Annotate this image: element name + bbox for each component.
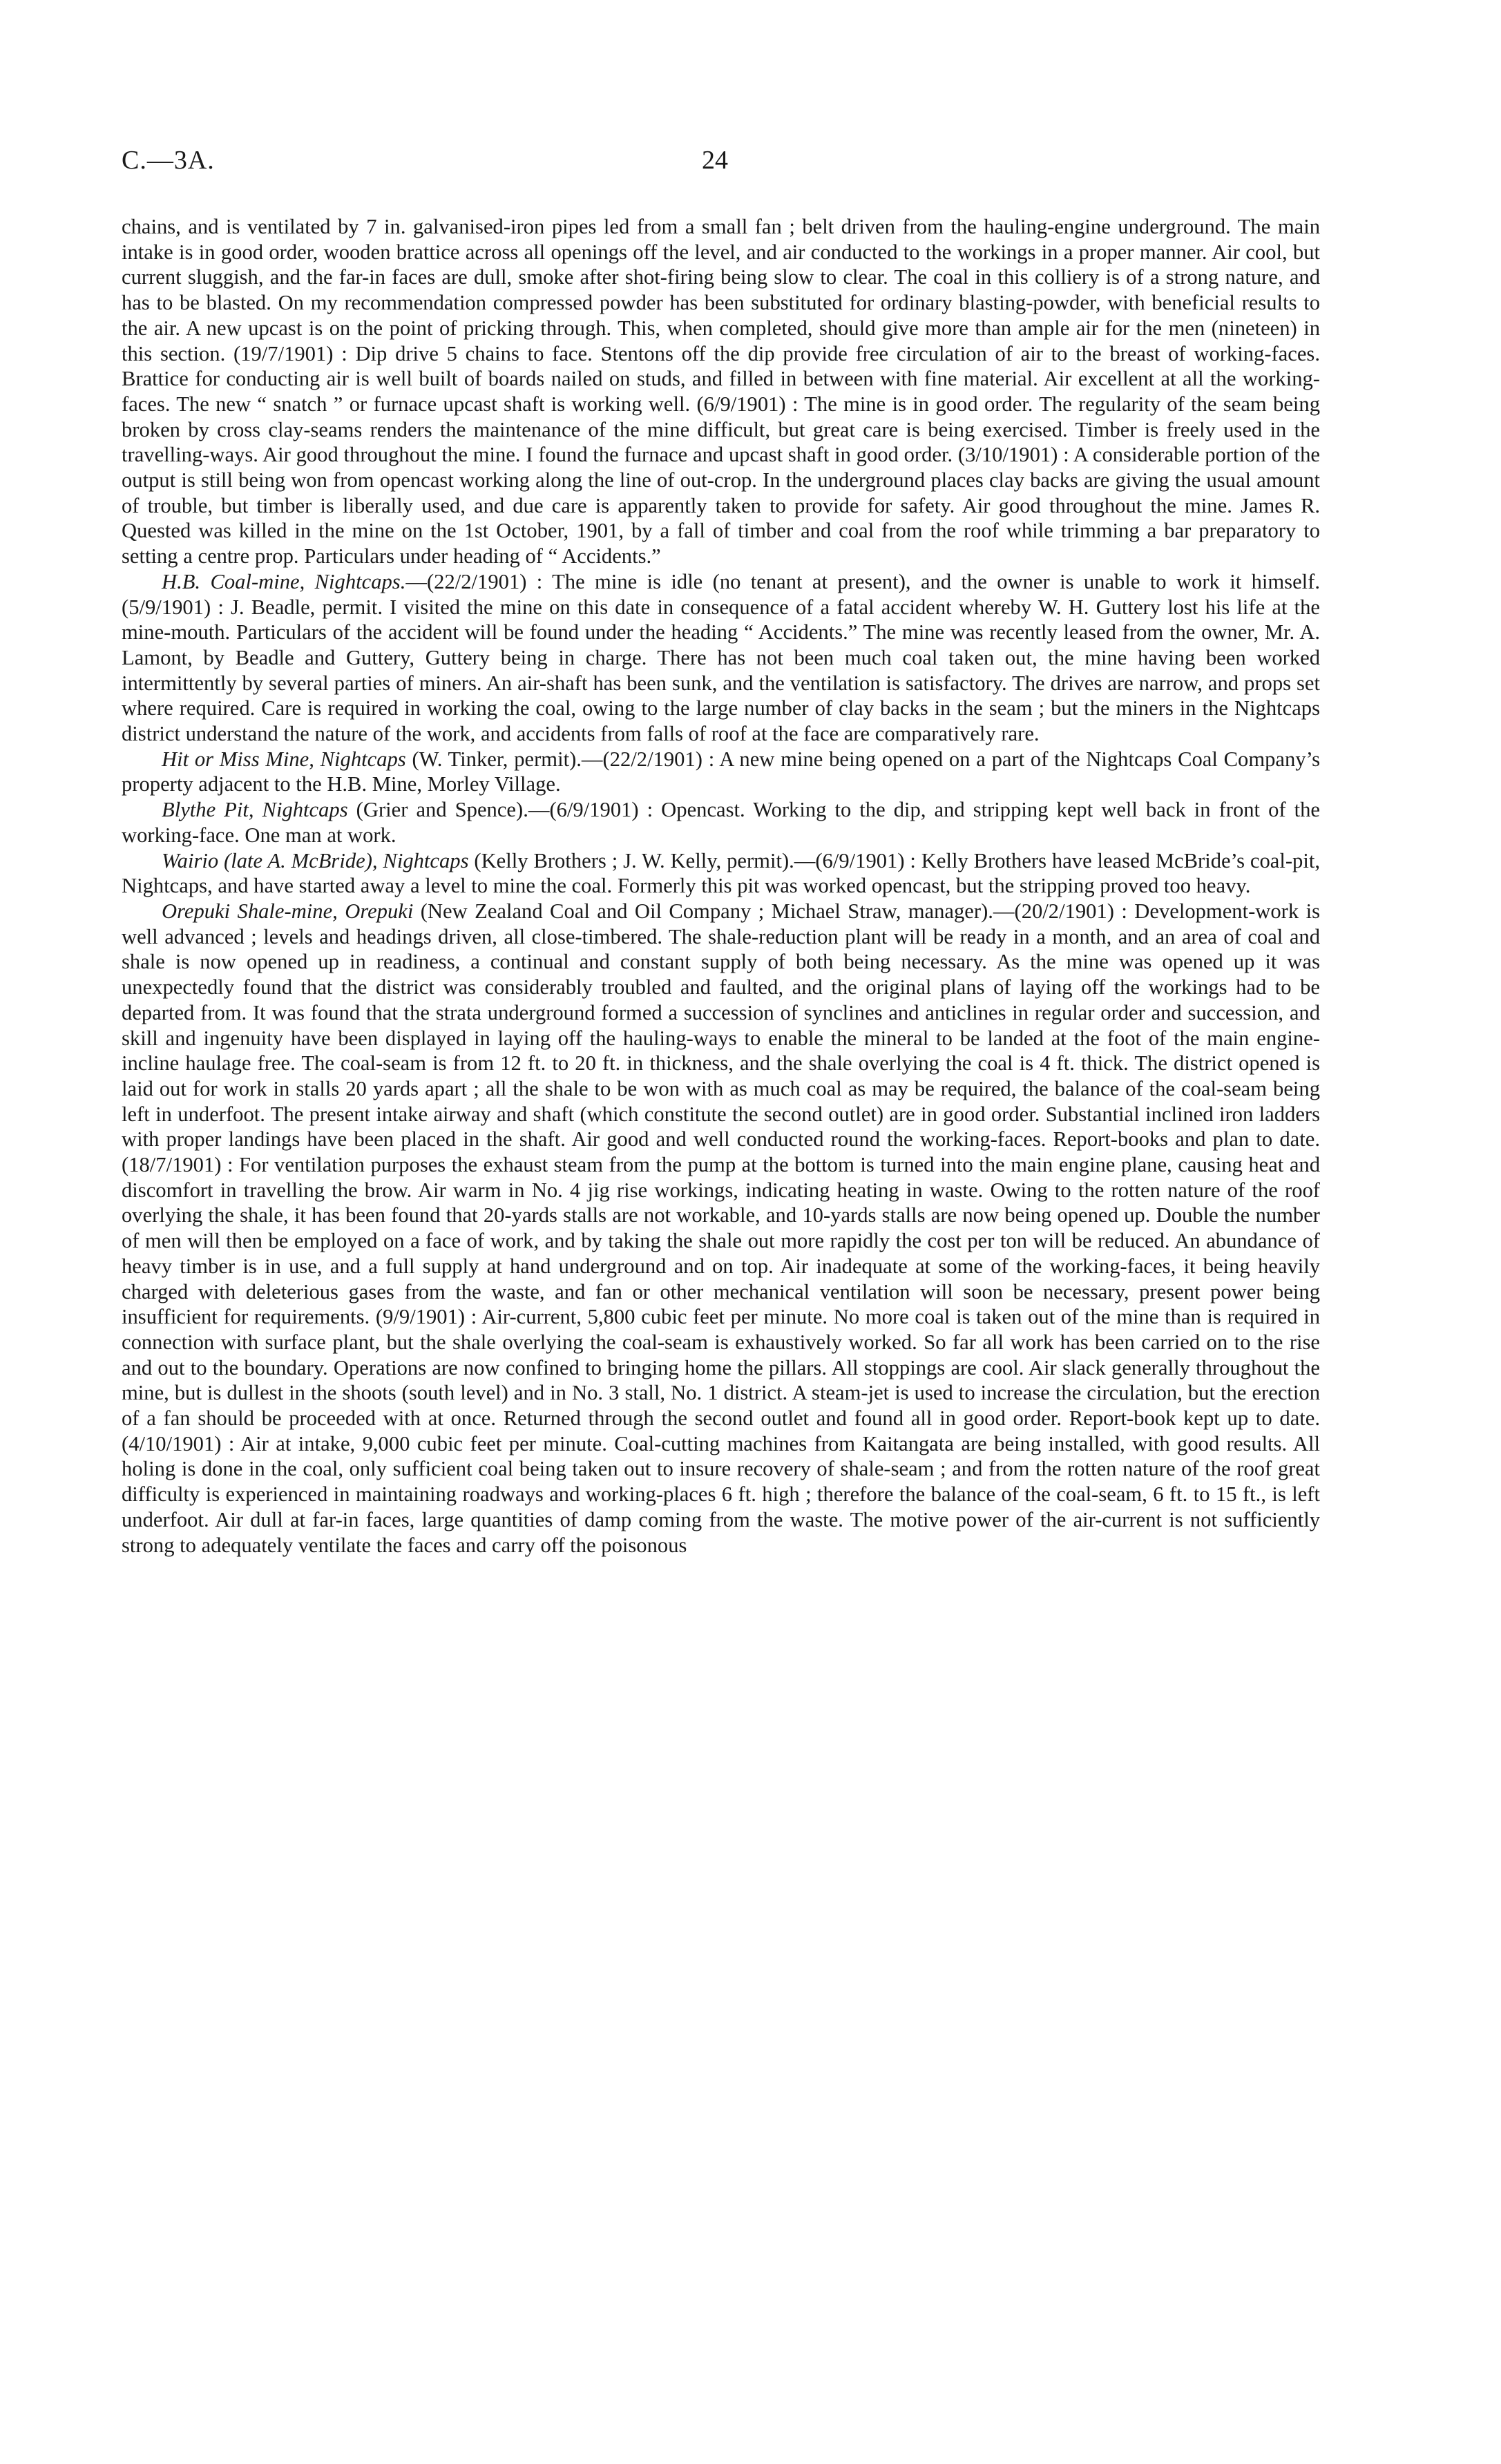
page-header — [122, 145, 1320, 187]
body-text — [122, 214, 1320, 1558]
paragraph-text: (Kelly Brothers ; J. W. Kelly, permit).—(6/9/1901) : Kelly Brothers have leased McBride’s coal-pit, Nightcaps, and have started away a level to mine the coal. Formerly this pit was worked opencast, but the stripping proved too heavy. — [122, 848, 1320, 898]
paragraph-title: Orepuki Shale-mine, Orepuki — [162, 899, 414, 923]
paragraph-hit-or-miss-mine — [122, 747, 1320, 797]
paragraph-hb-coal-mine — [122, 569, 1320, 747]
paragraph-text: (New Zealand Coal and Oil Company ; Michael Straw, manager).—(20/2/1901) : Development-work is well advanced ; levels and headings driven, all close-timbered. The shale-reduction plant will be ready in a month, and an area of coal and shale is now opened up in readiness, a continual and constant supply of both being necessary. As the mine was opened up it was unexpectedly found that the district was considerably troubled and faulted, and the original plans of laying off the workings had to be departed from. It was found that the strata underground formed a succession of synclines and anticlines in regular order and succession, and skill and ingenuity have been displayed in laying off the hauling-ways to enable the mineral to be landed at the foot of the main engine-incline haulage free. The coal-seam is from 12 ft. to 20 ft. in thickness, and the shale overlying the coal is 4 ft. thick. The district opened is laid out for work in stalls 20 yards apart ; all the shale to be won with as much coal as may be required, the balance of the coal-seam being left in underfoot. The present intake airway and shaft (which constitute the second outlet) are in good order. Substantial inclined iron ladders with proper landings have been placed in the shaft. Air good and well conducted round the working-faces. Report-books and plan to date. (18/7/1901) : For ventilation purposes the exhaust steam from the pump at the bottom is turned into the main engine plane, causing heat and discomfort in travelling the brow. Air warm in No. 4 jig rise workings, indicating heating in waste. Owing to the rotten nature of the roof overlying the shale, it has been found that 20-yards stalls are not workable, and 10-yards stalls are now being opened up. Double the number of men will then be employed on a face of work, and by taking the shale out more rapidly the cost per ton will be reduced. An abundance of heavy timber is in use, and a full supply at hand underground and on top. Air inadequate at some of the working-faces, it being heavily charged with deleterious gases from the waste, and fan or other mechanical ventilation will soon be necessary, present power being insufficient for requirements. (9/9/1901) : Air-current, 5,800 cubic feet per minute. No more coal is taken out of the mine than is required in connection with surface plant, but the shale overlying the coal-seam is exhaustively worked. So far all work has been carried on to the rise and out to the boundary. Operations are now confined to bringing home the pillars. All stoppings are cool. Air slack generally throughout the mine, but is dullest in the shoots (south level) and in No. 3 stall, No. 1 district. A steam-jet is used to increase the circulation, but the erection of a fan should be proceeded with at once. Returned through the second outlet and found all in good order. Report-book kept up to date. (4/10/1901) : Air at intake, 9,000 cubic feet per minute. Coal-cutting machines from Kaitangata are being installed, with good results. All holing is done in the coal, only sufficient coal being taken out to insure recovery of shale-seam ; and from the rotten nature of the roof great difficulty is experienced in maintaining roadways and working-places 6 ft. high ; therefore the balance of the coal-seam, 6 ft. to 15 ft., is left underfoot. Air dull at far-in faces, large quantities of damp coming from the waste. The motive power of the air-current is not sufficiently strong to adequately ventilate the faces and carry off the poisonous — [122, 899, 1320, 1557]
paragraph-blythe-pit — [122, 797, 1320, 848]
paragraph-text: —(22/2/1901) : The mine is idle (no tenant at present), and the owner is unable to work it himself. (5/9/1901) : J. Beadle, permit. I visited the mine on this date in consequence of a fatal accident whereby W. H. Guttery lost his life at the mine-mouth. Particulars of the accident will be found under the heading “ Accidents.” The mine was recently leased from the owner, Mr. A. Lamont, by Beadle and Guttery, Guttery being in charge. There has not been much coal taken out, the mine having been worked intermittently by several parties of miners. An air-shaft has been sunk, and the ventilation is satisfactory. The drives are narrow, and props set where required. Care is required in working the coal, owing to the large number of clay backs in the seam ; but the miners in the Nightcaps district understand the nature of the work, and accidents from falls of roof at the face are comparatively rare. — [122, 569, 1320, 746]
page-number: 24 — [702, 146, 728, 175]
paragraph-title: Hit or Miss Mine, Nightcaps — [162, 747, 406, 771]
paragraph-orepuki-shale-mine — [122, 899, 1320, 1558]
paragraph-text: (Grier and Spence).—(6/9/1901) : Opencast. Working to the dip, and stripping kept well back in front of the working-face. One man at work. — [122, 798, 1320, 847]
paragraph-title: Blythe Pit, Nightcaps — [162, 798, 348, 822]
paragraph-wairio — [122, 848, 1320, 899]
page — [122, 145, 1320, 1558]
paragraph-text: chains, and is ventilated by 7 in. galvanised-iron pipes led from a small fan ; belt driven from the hauling-engine underground. The main intake is in good order, wooden brattice across all openings off the level, and air conducted to the workings in a proper manner. Air cool, but current sluggish, and the far-in faces are dull, smoke after shot-firing being slow to clear. The coal in this colliery is of a strong nature, and has to be blasted. On my recommendation compressed powder has been substituted for ordinary blasting-powder, with beneficial results to the air. A new upcast is on the point of pricking through. This, when completed, should give more than ample air for the men (nineteen) in this section. (19/7/1901) : Dip drive 5 chains to face. Stentons off the dip provide free circulation of air to the breast of working-faces. Brattice for conducting air is well built of boards nailed on studs, and filled in between with fine material. Air excellent at all the working-faces. The new “ snatch ” or furnace upcast shaft is working well. (6/9/1901) : The mine is in good order. The regularity of the seam being broken by cross clay-seams renders the maintenance of the mine difficult, but great care is being exercised. Timber is freely used in the travelling-ways. Air good throughout the mine. I found the furnace and upcast shaft in good order. (3/10/1901) : A considerable portion of the output is still being won from opencast working along the line of out-crop. In the underground places clay backs are giving the usual amount of trouble, but timber is liberally used, and due care is apparently taken to provide for safety. Air good throughout the mine. James R. Quested was killed in the mine on the 1st October, 1901, by a fall of timber and coal from the roof while trimming a bar preparatory to setting a centre prop. Particulars under heading of “ Accidents.” — [122, 215, 1320, 569]
paragraph-text: (W. Tinker, permit).—(22/2/1901) : A new mine being opened on a part of the Nightcaps Coal Company’s property adjacent to the H.B. Mine, Morley Village. — [122, 747, 1320, 796]
document-reference: C.—3A. — [122, 146, 215, 175]
paragraph-title: Wairio (late A. McBride), Nightcaps — [162, 848, 469, 872]
paragraph-continuation — [122, 214, 1320, 569]
paragraph-title: H.B. Coal-mine, Nightcaps. — [162, 569, 406, 593]
